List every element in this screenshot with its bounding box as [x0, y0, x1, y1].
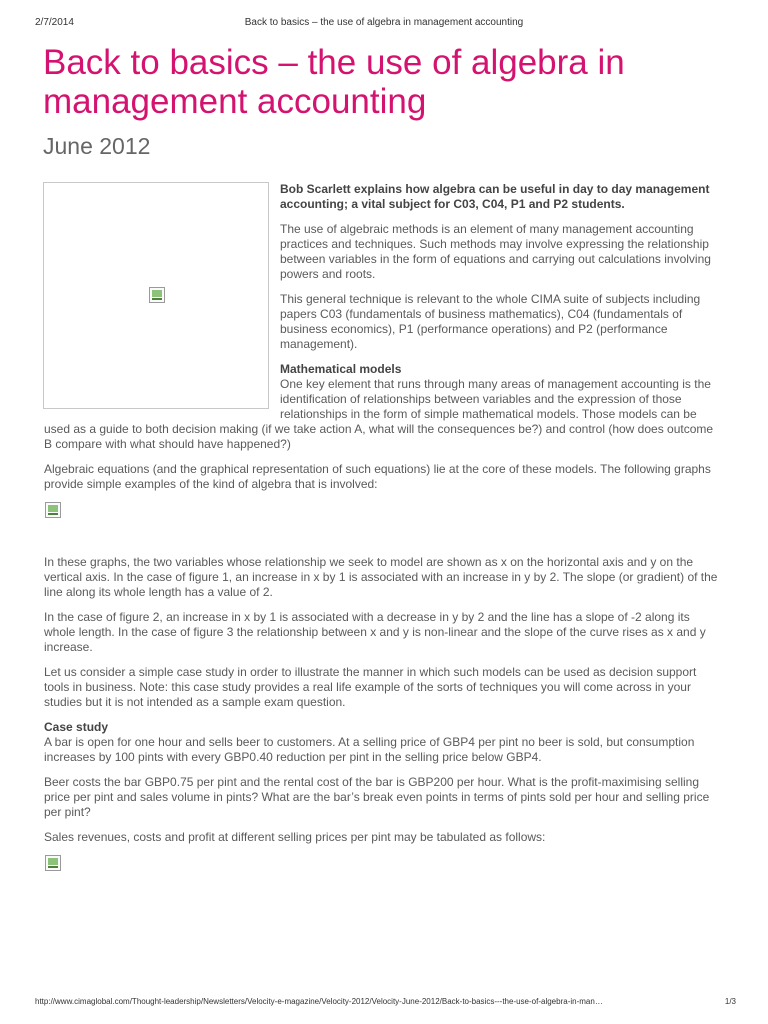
- article-intro: Bob Scarlett explains how algebra can be useful in day to day management accounting; a vital subject for C03, C04, P1 and P2 students.: [280, 182, 710, 211]
- broken-image-icon: [45, 502, 61, 518]
- graphs-image-placeholder: [44, 502, 724, 547]
- print-footer-url: http://www.cimaglobal.com/Thought-leadership/Newsletters/Velocity-e-magazine/Velocity-2012/Velocity-June-2012/Back-to-basics---the-use-of-algebra-in-man…: [35, 997, 603, 1006]
- section-heading-models: Mathematical models: [280, 362, 402, 376]
- table-image-placeholder: [44, 855, 724, 900]
- print-footer-page-number: 1/3: [724, 997, 736, 1006]
- paragraph: In the case of figure 2, an increase in x by 1 is associated with a decrease in y by 2 and the line has a slope of -2 along its whole length. In the case of figure 3 the relationship between x and y is non-linear and the slope of the curve rises as x and y increase.: [44, 610, 706, 654]
- article-date: June 2012: [43, 133, 151, 159]
- paragraph: Sales revenues, costs and profit at different selling prices per pint may be tabulated as follows:: [44, 830, 546, 844]
- paragraph: A bar is open for one hour and sells beer to customers. At a selling price of GBP4 per pint no beer is sold, but consumption increases by 100 pints with every GBP0.40 reduction per pint in the selling price below GBP4.: [44, 735, 695, 764]
- paragraph: One key element that runs through many areas of management accounting is the identification of relationships between variables and the expression of those relationships in the form of simple mathematical models. Those models can be used as a guide to both decision making (if we take action A, what will the consequences be?) and control (how does outcome B compare with what should have happened?): [44, 377, 714, 451]
- paragraph: The use of algebraic methods is an element of many management accounting practices and techniques. Such methods may involve expressing the relationship between variables in the form of equations and carrying out calculations involving powers and roots.: [280, 222, 711, 281]
- paragraph: Algebraic equations (and the graphical representation of such equations) lie at the core of these models. The following graphs provide simple examples of the kind of algebra that is involved:: [44, 462, 711, 491]
- image-float-spacer: [44, 182, 280, 414]
- article-body: [44, 182, 724, 908]
- print-header-title: Back to basics – the use of algebra in management accounting: [244, 17, 524, 28]
- paragraph: In these graphs, the two variables whose relationship we seek to model are shown as x on the horizontal axis and y on the vertical axis. In the case of figure 1, an increase in x by 1 is associated with an increase in y by 2. The slope (or gradient) of the line along its whole length has a value of 2.: [44, 555, 718, 599]
- print-header-date: 2/7/2014: [35, 17, 74, 28]
- section-heading-case-study: Case study: [44, 720, 109, 734]
- paragraph: This general technique is relevant to the whole CIMA suite of subjects including papers C03 (fundamentals of business mathematics), C04 (fundamentals of business economics), P1 (performance operations) and P2 (performance management).: [280, 292, 701, 351]
- paragraph: Beer costs the bar GBP0.75 per pint and the rental cost of the bar is GBP200 per hour. What is the profit-maximising selling price per pint and sales volume in pints? What are the bar’s break even points in terms of pints sold per hour and selling price per pint?: [44, 775, 710, 819]
- paragraph: Let us consider a simple case study in order to illustrate the manner in which such models can be used as decision support tools in business. Note: this case study provides a real life example of the sorts of techniques you will come across in your studies but it is not intended as a sample exam question.: [44, 665, 697, 709]
- broken-image-icon: [45, 855, 61, 871]
- article-title: Back to basics – the use of algebra in management accounting: [43, 43, 625, 121]
- case-section: [44, 720, 724, 765]
